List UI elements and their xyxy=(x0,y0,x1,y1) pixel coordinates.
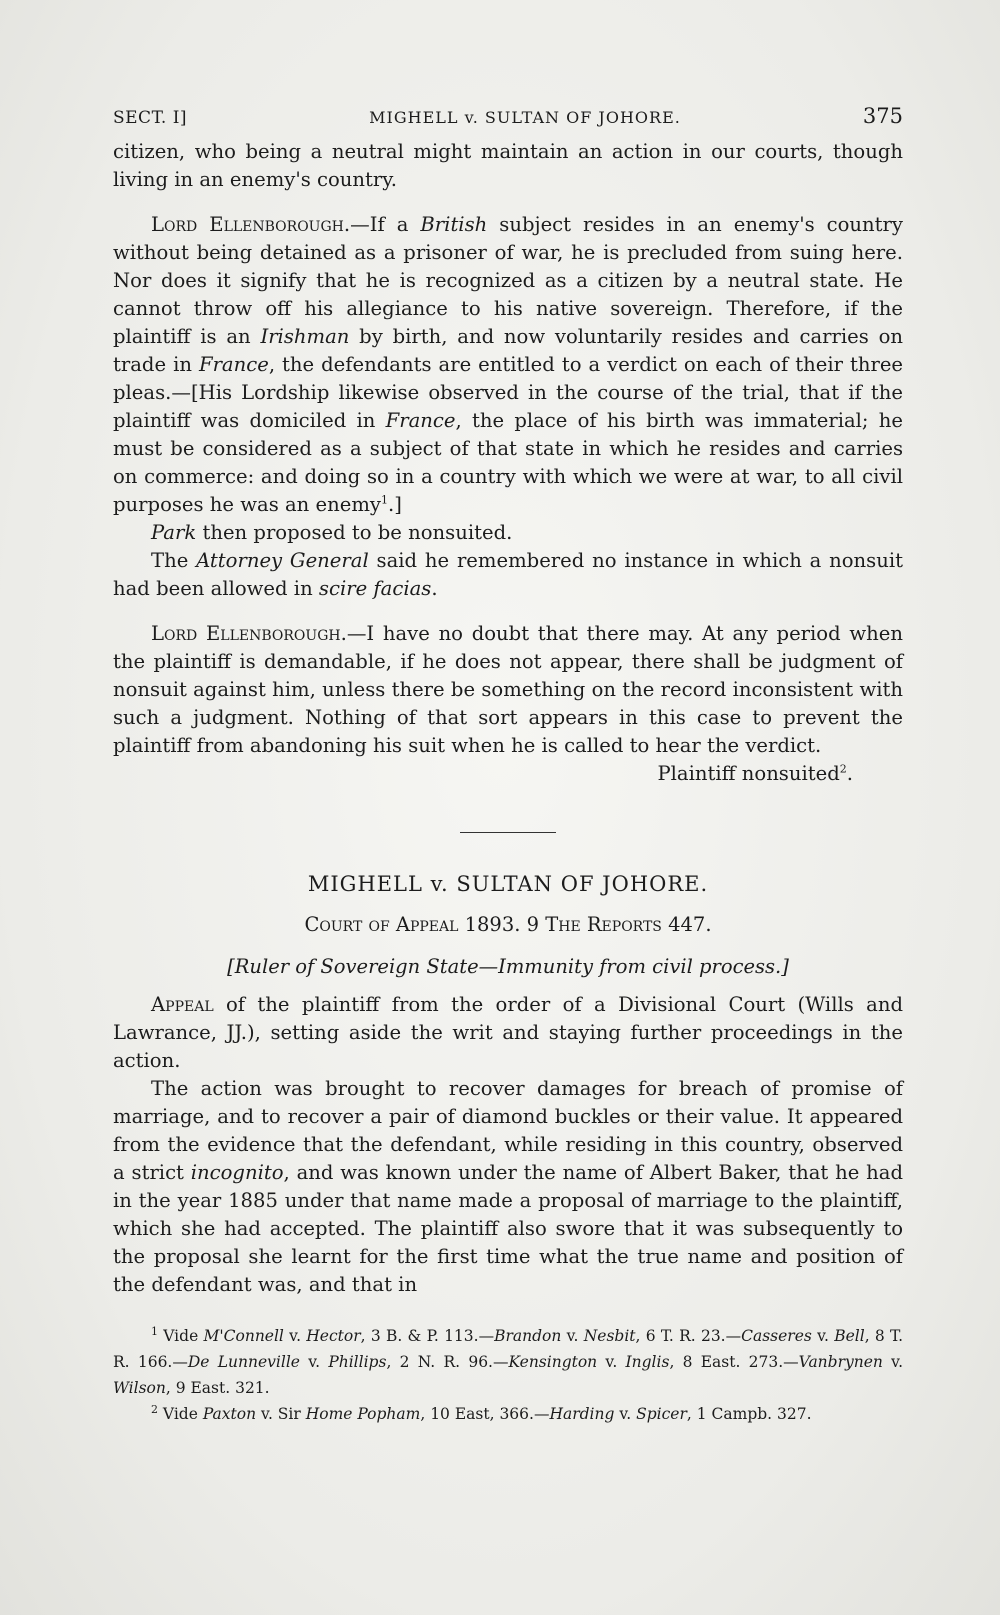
italic-run: scire facias xyxy=(318,577,432,600)
text-run: of the plaintiff from the order of a Divisional Court (Wills and Lawrance, JJ.), setting aside the writ and staying further proceedings in the action. xyxy=(113,993,903,1072)
footnote-1-text xyxy=(113,1324,904,1397)
paragraph-3 xyxy=(113,519,903,547)
italic-run: Attorney General xyxy=(196,549,369,572)
text-run: v. xyxy=(561,1327,584,1345)
verdict-line xyxy=(113,760,853,788)
text-run: v. xyxy=(299,1353,329,1371)
text-run: . xyxy=(431,577,438,600)
italic-run: Spicer xyxy=(636,1405,687,1423)
small-caps-run: Appeal xyxy=(151,993,214,1016)
page-number: 375 xyxy=(862,104,903,128)
text-run: The xyxy=(151,549,197,572)
italic-run: France xyxy=(198,353,269,376)
italic-run: Nesbit xyxy=(583,1327,636,1345)
italic-run: Home Popham xyxy=(305,1405,421,1423)
text-run: Plaintiff nonsuited xyxy=(657,762,840,785)
italic-run: Inglis xyxy=(625,1353,670,1371)
text-run: v. xyxy=(614,1405,637,1423)
italic-run: Harding xyxy=(549,1405,615,1423)
running-title: MIGHELL v. SULTAN OF JOHORE. xyxy=(369,108,681,127)
footnote-mark: 1 xyxy=(151,1324,158,1338)
text-run: , 6 T. R. 23.— xyxy=(635,1327,742,1345)
section-divider xyxy=(460,832,556,833)
italic-run: Irishman xyxy=(260,325,350,348)
footnote-1 xyxy=(113,1323,903,1401)
footnotes xyxy=(113,1323,903,1427)
case-rubric: [Ruler of Sovereign State—Immunity from civil process.] xyxy=(227,955,789,978)
italic-run: Park xyxy=(151,521,197,544)
text-run: , the place of his birth was immaterial; he must be considered as a subject of that state in which he resides and carries on commerce: and doing so in a country with which we were at war, to all civil purposes he was an enemy xyxy=(113,409,903,516)
text-run: v. xyxy=(283,1327,307,1345)
text-run: . xyxy=(846,762,853,785)
paragraph-1: citizen, who being a neutral might maintain an action in our courts, though living in an enemy's country. xyxy=(113,140,903,191)
italic-run: British xyxy=(420,213,488,236)
italic-run: France xyxy=(385,409,456,432)
content xyxy=(113,104,903,1427)
text-run: v. xyxy=(811,1327,835,1345)
italic-run: Wilson xyxy=(113,1379,166,1397)
speaker-name: Lord Ellenborough. xyxy=(151,622,347,645)
text-run: .] xyxy=(387,493,402,516)
text-run: by birth, and now voluntarily resides and carries on trade in xyxy=(113,325,904,376)
running-head xyxy=(113,104,903,134)
italic-run: Vanbrynen xyxy=(798,1353,883,1371)
italic-run: Brandon xyxy=(494,1327,562,1345)
footnote-mark: 2 xyxy=(151,1402,158,1416)
text-run: —I have no doubt that there may. At any period when the plaintiff is demandable, if he does not appear, there shall be judgment of nonsuit against him, unless there be something on the record inconsistent with such a judgment. Nothing of that sort appears in this case to prevent the plaintiff from abandoning his suit when he is called to hear the verdict. xyxy=(113,622,903,757)
footnote-ref: 1 xyxy=(380,493,388,507)
italic-run: Kensington xyxy=(508,1353,598,1371)
text-run: v. Sir xyxy=(256,1405,306,1423)
italic-run: M'Connell xyxy=(203,1327,284,1345)
footnote-ref: 2 xyxy=(839,762,847,776)
speaker-name: Lord Ellenborough. xyxy=(151,213,351,236)
text-run: , 9 East. 321. xyxy=(165,1379,270,1397)
italic-run: Casseres xyxy=(741,1327,812,1345)
paragraph-4 xyxy=(113,547,903,603)
text-run: —If a xyxy=(350,213,421,236)
italic-run: Phillips xyxy=(328,1353,387,1371)
case-paragraph-2 xyxy=(113,1075,903,1299)
text-run: , 1 Campb. 327. xyxy=(686,1405,812,1423)
text-run: , 8 East. 273.— xyxy=(669,1353,799,1371)
italic-run: Paxton xyxy=(202,1405,257,1423)
text-run: , 10 East, 366.— xyxy=(420,1405,550,1423)
text-run: Vide xyxy=(158,1327,204,1345)
text-run: , 8 T. R. 166.— xyxy=(113,1327,904,1371)
text-run: The action was brought to recover damages for breach of promise of marriage, and to recover a pair of diamond buckles or their value. It appeared from the evidence that the defendant, while residing in this country, observed a strict xyxy=(113,1077,903,1184)
text-run: , the defendants are entitled to a verdict on each of their three pleas.—[His Lordship likewise observed in the course of the trial, that if the plaintiff was domiciled in xyxy=(113,353,904,432)
text-run: subject resides in an enemy's country without being detained as a prisoner of war, he is precluded from suing here. Nor does it signify that he is recognized as a citizen by a neutral state. He cannot throw off his allegiance to his native sovereign. Therefore, if the plaintiff is an xyxy=(113,213,903,348)
section-label: SECT. I] xyxy=(113,108,188,128)
italic-run: De Lunneville xyxy=(187,1353,300,1371)
case-title: MIGHELL v. SULTAN OF JOHORE. xyxy=(307,872,709,896)
paragraph-2 xyxy=(113,211,903,519)
text-run: said he remembered no instance in which a nonsuit had been allowed in xyxy=(113,549,903,600)
case-paragraph-1 xyxy=(113,991,903,1075)
paragraph-5 xyxy=(113,620,903,760)
italic-run: incognito xyxy=(190,1161,284,1184)
footnote-2-text xyxy=(158,1405,812,1423)
text-run: then proposed to be nonsuited. xyxy=(196,521,513,544)
italic-run: Bell xyxy=(834,1327,865,1345)
italic-run: Hector xyxy=(306,1327,361,1345)
text-run: v. xyxy=(882,1353,904,1371)
footnote-2 xyxy=(113,1401,903,1427)
text-run: , and was known under the name of Albert Baker, that he had in the year 1885 under that name made a proposal of marriage to the plaintiff, which she had accepted. The plaintiff also swore that it was subsequently to the proposal she learnt for the first time what the true name and position of the defendant was, and that in xyxy=(113,1161,903,1296)
text-run: Vide xyxy=(158,1405,203,1423)
court-citation: Court of Appeal 1893. 9 The Reports 447. xyxy=(304,913,712,936)
text-run: , 3 B. & P. 113.— xyxy=(360,1327,495,1345)
text-run: v. xyxy=(597,1353,626,1371)
text-run: , 2 N. R. 96.— xyxy=(386,1353,509,1371)
